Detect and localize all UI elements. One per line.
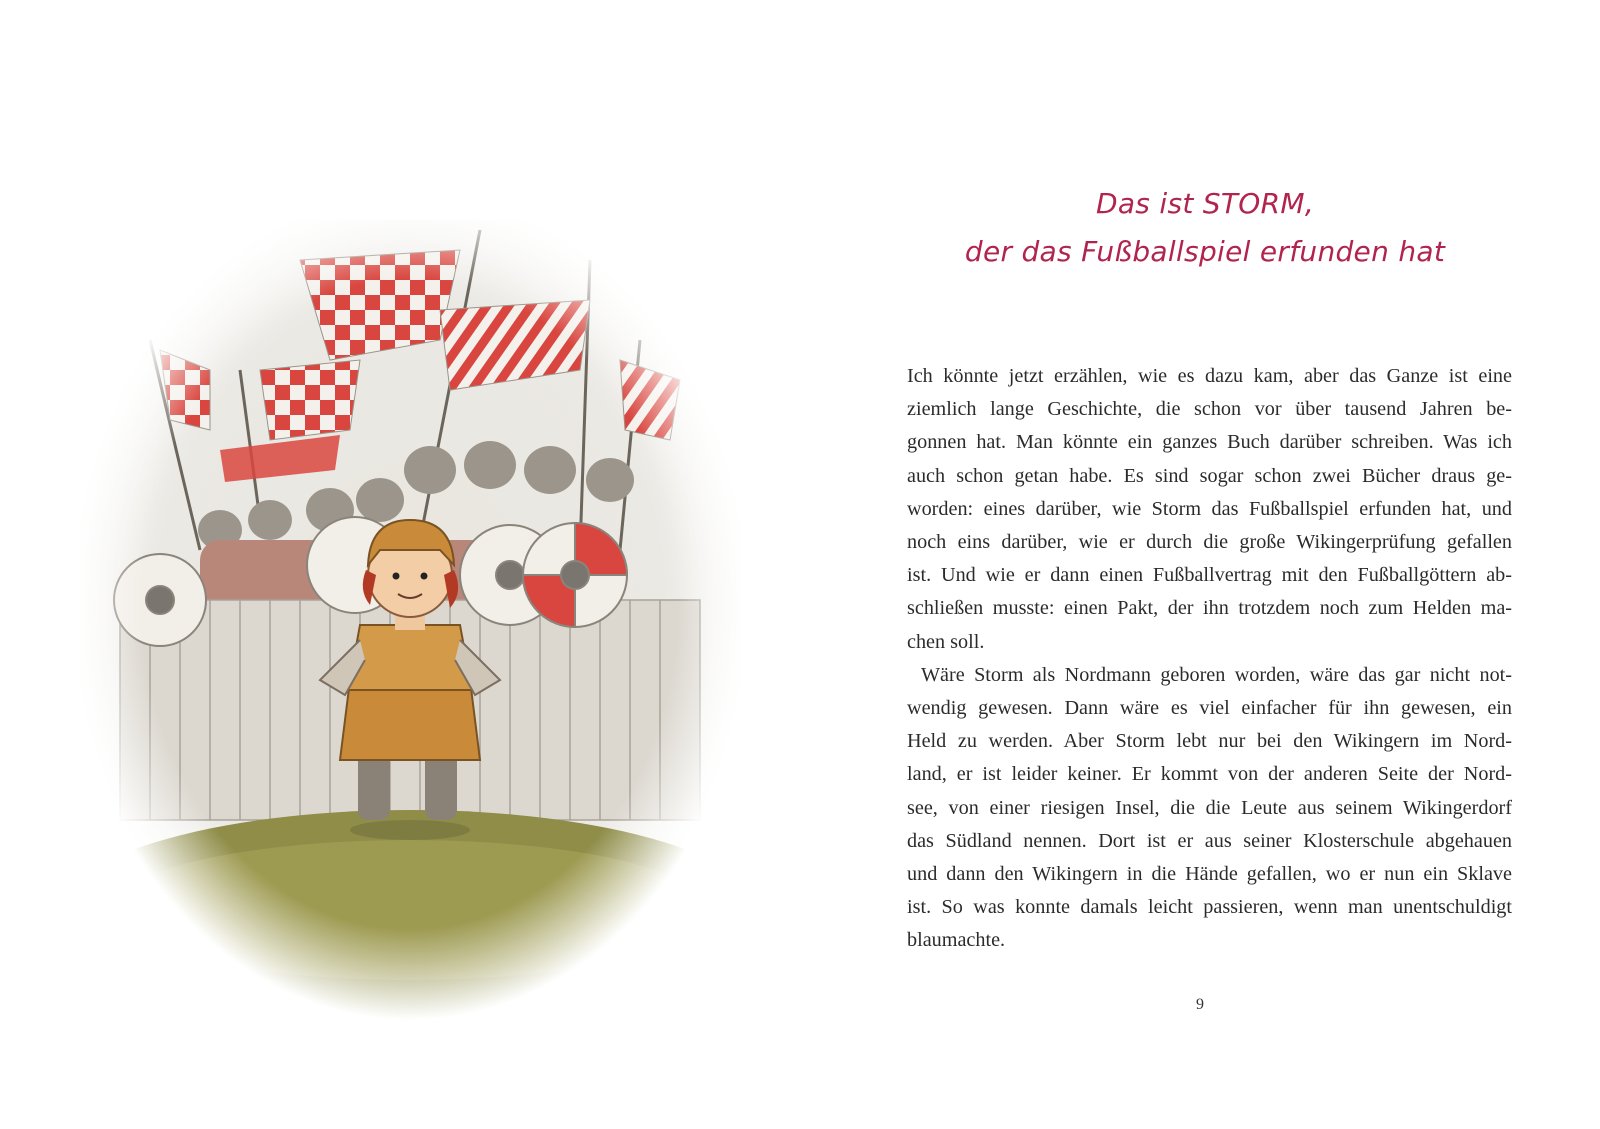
body-text — [907, 360, 1512, 958]
text-line: das Südland nennen. Dort ist er aus seiner Klosterschule abgehauen — [907, 829, 1512, 852]
paragraph-2 — [907, 659, 1512, 958]
text-line: blaumachte. — [907, 929, 1006, 952]
text-line: und dann den Wikingern in die Hände gefallen, wo er nun ein Sklave — [907, 863, 1512, 886]
text-line: see, von einer riesigen Insel, die die Leute aus seinem Wikingerdorf — [907, 796, 1512, 819]
page-number: 9 — [1196, 996, 1204, 1013]
text-line: Ich könnte jetzt erzählen, wie es dazu kam, aber das Ganze ist eine — [907, 365, 1512, 387]
text-line: wendig gewesen. Dann wäre es viel einfacher für ihn gewesen, ein — [907, 697, 1512, 720]
chapter-heading — [900, 180, 1510, 276]
heading-line-2: der das Fußballspiel erfunden hat — [964, 235, 1446, 268]
text-line: gonnen hat. Man könnte ein ganzes Buch darüber schreiben. Was ich — [907, 431, 1512, 454]
text-line: chen soll. — [907, 630, 985, 653]
text-line: ist. So was konnte damals leicht passieren, wenn man unentschuldigt — [907, 896, 1512, 919]
text-line: noch eins darüber, wie er durch die große Wikingerprüfung gefallen — [907, 531, 1512, 554]
heading-line-1: Das ist STORM, — [1095, 187, 1315, 220]
text-line: Wäre Storm als Nordmann geboren worden, wäre das gar nicht not- — [921, 663, 1512, 686]
text-line: auch schon getan habe. Es sind sogar schon zwei Bücher draus ge- — [907, 464, 1512, 487]
text-line: ist. Und wie er dann einen Fußballvertrag mit den Fußballgöttern ab- — [907, 564, 1512, 587]
text-line: schließen musste: einen Pakt, der ihn trotzdem noch zum Helden ma- — [907, 597, 1512, 620]
text-line: land, er ist leider keiner. Er kommt von der anderen Seite der Nord- — [907, 763, 1512, 786]
text-line: Held zu werden. Aber Storm lebt nur bei den Wikingern im Nord- — [907, 730, 1512, 753]
text-line: ziemlich lange Geschichte, die schon vor über tausend Jahren be- — [907, 398, 1512, 421]
paragraph-1 — [907, 360, 1512, 659]
illustration-drawing — [80, 220, 740, 1020]
text-line: worden: eines darüber, wie Storm das Fußballspiel erfunden hat, und — [907, 497, 1512, 520]
viking-illustration — [80, 220, 740, 1020]
